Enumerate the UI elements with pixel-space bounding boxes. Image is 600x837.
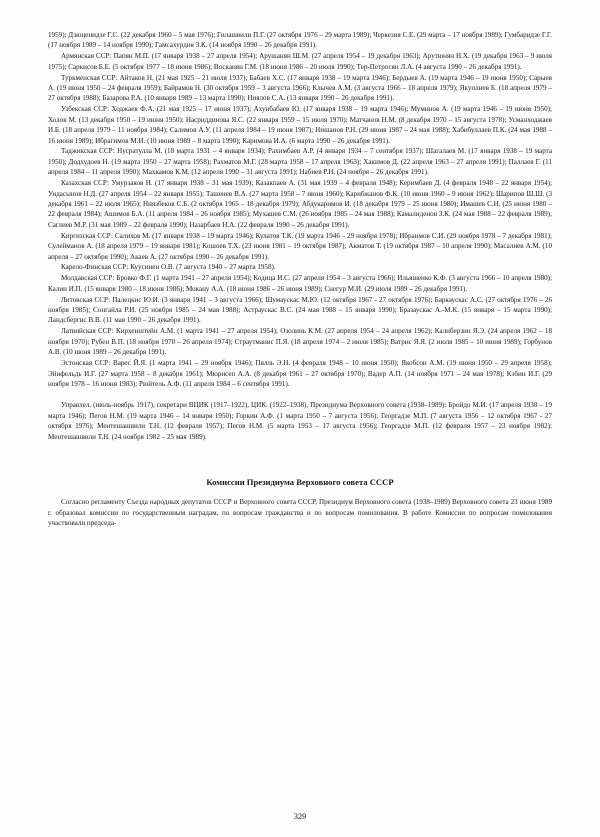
paragraph: Молдавская ССР: Бровко Ф.Г. (1 марта 1941 – 27 апреля 1954); Кодица И.С. (27 апреля 1954 – 3 августа 1966); Ильяшенко К.Ф. (3 августа 1966 – 10 апреля 1980); Калин И.П. (15 января 1980 – 18 июня 1986); Мокану А.А. (18 июня 1986 – 26 июня 1989); Снегур М.И. (29 июля 1989 – 26 декабря 1991). bbox=[48, 274, 552, 293]
spacer bbox=[48, 442, 552, 476]
paragraph: Латвийская ССР: Кирхенштейн А.М. (1 марта 1941 – 27 апреля 1954); Озолинь К.М. (27 апреля 1954 – 24 апреля 1962); Калнберзин Я.Э. (24 апреля 1962 – 18 ноября 1970); Рубен В.П. (18 ноября 1970 – 26 апреля 1974); Страутманис П.Я. (18 апреля 1974 – 2 июля 1985); Ватрис Я.Я. (2 июля 1985 – 10 июня 1989); Горбунов А.В. (10 июня 1989 – 26 декабря 1991). bbox=[48, 327, 552, 357]
spacer bbox=[48, 488, 552, 497]
paragraph: Казахская ССР: Умурзаков Н. (17 января 1938 – 31 мая 1939); Казакпаев А. (31 мая 1939 – 4 февраля 1948); Керимбаев Д. (4 февраля 1948 – 22 января 1954); Ундасынов Н.Д. (27 апреля 1954 – 22 января 1955); Ташенев В.А. (27 марта 1958 – 7 июня 1960); Карибжанов Ф.К. (10 июня 1960 – 9 июня 1962); Шарипов Ш.Ш. (3 декабря 1961 – 22 июля 1965); Ниязбеков С.Б. (2 октября 1965 – 18 декабря 1979); Абдукаримов И. (18 декабря 1979 – 25 июня 1980); Имашев С.Н. (25 июня 1980 – 22 февраля 1984); Ашимов Б.А. (11 апреля 1984 – 26 ноября 1985); Мухашев С.М. (26 ноября 1985 – 24 мая 1988); Камалиденов З.К. (24 мая 1988 – 22 февраля 1989); Саглиев М.Р. (31 мая 1989 – 22 февраля 1990); Назарбаев Н.А. (22 февраля 1990 – 26 декабря 1991). bbox=[48, 179, 552, 229]
page-content bbox=[48, 30, 552, 529]
paragraph: Согласно регламенту Съезда народных депутатов СССР и Верховного совета СССР, Президиум Верховного совета (1938–1989) Верховного совета 23 июня 1989 г. образовал комиссии по государственным наградам, по вопросам гражданства и по вопросам помилования. В работе Комиссии по вопросам помилования участвовали председа- bbox=[48, 498, 552, 528]
paragraph: Таджикская ССР: Нусратулла М. (18 марта 1931 – 4 января 1934); Рахимбаев А.Р. (4 января 1934 – 7 сентября 1937); Шагалаев М. (17 января 1938 – 19 марта 1950); Додхудоев Н. (19 марта 1950 – 27 марта 1958); Рахматов М.Г. (28 марта 1958 – 17 апреля 1963); Хакимов Д. (22 апреля 1963 – 27 апреля 1991); Паллаев Г. (11 апреля 1984 – 11 апреля 1990); Махкамов К.М. (12 апреля 1990 – 31 августа 1991); Набиев Р.Н. (24 ноября – 26 декабря 1991). bbox=[48, 147, 552, 177]
paragraph: Карело-Финская ССР: Куусинен О.В. (7 августа 1940 – 27 марта 1958). bbox=[61, 263, 276, 272]
paragraph: Литовская ССР: Палецкис Ю.И. (3 января 1941 – 3 августа 1966); Шумаускас М.Ю. (12 октября 1967 - 27 октября 1976); Баркаускас А.С. (27 октября 1976 – 26 ноября 1985); Сонгайла Р.И. (25 ноября 1985 – 24 мая 1988); Астраускас В.С. (24 мая 1988 – 15 января 1990); Бразаускас А.-М.К. (15 января – 15 марта 1990); Ландсбергис В.В. (11 мая 1990 – 26 декабря 1991). bbox=[48, 295, 552, 325]
paragraph: Эстонская ССР: Варес Й.Я. (1 марта 1941 – 29 ноября 1946); Пялль Э.Н. (4 февраля 1948 – 10 июня 1950); Якобсон А.М. (19 июня 1950 – 29 апреля 1958); Эйнфельдь И.Г. (27 марта 1958 – 8 декабря 1961); Мюрисеп А.А. (8 декабря 1961 – 27 октября 1970); Вадер А.П. (14 ноября 1971 – 24 мая 1978); Кэбин И.Г. (29 ноября 1978 – 16 июня 1983); Рюйтель А.Ф. (11 апреля 1984 – 6 сентября 1991). bbox=[48, 359, 552, 388]
paragraph: Узбекская ССР: Ходжаев Ф.А. (21 мая 1925 – 17 июня 1937); Ахунбабаев Ю. (17 января 1938 – 19 марта 1946); Муминов А. (19 марта 1946 – 19 июня 1950); Холов М. (13 декабря 1950 – 19 июня 1950); Насриддинова Я.С. (22 января 1959 – 15 июля 1970); Матчанов Н.М. (8 декабря 1970 – 15 августа 1978); Усманходжаев И.Б. (18 апреля 1979 – 11 ноября 1984); Салимов А.У. (11 апреля 1984 – 19 июня 1987); Ни́шанов Р.Н. (29 июня 1987 – 24 мая 1988); Хабибуллаев П.К. (24 мая 1988 – 16 июня 1989); Ибрагимов М.И. (10 июня 1989 – 8 марта 1990); Каримова И.А. (6 марта 1990 – 26 декабря 1991). bbox=[48, 105, 552, 145]
paragraph: Киргизская ССР: Салихов М. (17 января 1938 – 19 марта 1946); Кулатов Т.К. (19 марта 1946 – 29 ноября 1978); Ибраимов С.И. (29 ноября 1978 – 7 декабря 1981); Сулейманов А. (18 апреля 1979 – 19 января 1981); Кошоев Т.Х. (23 июня 1981 – 19 октября 1987); Акматов Т. (19 октября 1987 – 10 апреля 1990); Масалиев А.М. (10 апреля – 27 октября 1990); Акаев А. (27 октября 1990 – 26 декабря 1991). bbox=[48, 231, 552, 261]
paragraph: Армянская ССР: Папян М.П. (17 января 1938 – 27 апреля 1954); Арушанян Ш.М. (27 апреля 1954 – 19 декабря 1963); Арутюнян Н.Х. (19 декабря 1963 – 9 июля 1975); Саркисов Б.Е. (5 октября 1977 – 18 июня 1986); Восканян Г.М. (18 июня 1986 – 20 июля 1990); Тер-Петросян Л.А. (4 августа 1990 – 26 декабря 1991). bbox=[48, 52, 552, 71]
paragraph: Управлел. (июль-ноябрь 1917), секретари ВЦИК (1917–1922), ЦИК. (1922–1938), Президиума Верховного совета (1938–1989): Бройдо М.И. (17 апреля 1938 – 19 марта 1946); Пегов Н.М. (19 марта 1946 – 14 января 1950); Горкин А.Ф. (1 марта 1950 – 7 августа 1956); Георгадзе М.П. (7 августа 1956 – 12 октября 1967 - 27 октября 1976); Ментешашвили Т.Н. (12 февраля 1957); Пегов Н.М. (5 марта 1953 – 17 августа 1956); Георгадзе М.П. (12 февраля 1957 – 23 ноября 1982); Ментешашвили Т.Н. (24 ноября 1982 – 25 мая 1989). bbox=[48, 401, 552, 441]
paragraph: Туркменская ССР: Айтаков Н. (21 мая 1925 – 21 июля 1937); Бабаев Х.С. (17 января 1938 – 19 марта 1946); Бердыев А. (19 марта 1946 – 19 июня 1950); Сарыев А. (19 июня 1950 – 24 февраля 1959); Байрамов Н. (30 октября 1959 – 3 августа 1966); Клычев А.М. (3 августа 1966 – 18 апреля 1979); Якуплиев Б. (18 апреля 1979 – 27 октября 1988); Базарова Р.А. (10 января 1989 – 13 марта 1990); Ниялов С.А. (13 января 1990 – 26 декабря 1991). bbox=[48, 73, 552, 103]
page-number: 329 bbox=[293, 812, 307, 821]
administration-block bbox=[48, 400, 552, 442]
section-heading: Комиссии Президиума Верховного совета СССР bbox=[206, 477, 394, 488]
paragraph: 1959); Дзюценидзе Г.С. (22 декабря 1960 – 5 мая 1976); Гилашвили П.Г. (27 октября 1976 – 29 марта 1989); Черкезия С.Е. (29 марта – 17 ноября 1989); Гумбаридзе Г.Г. (17 ноября 1989 – 14 ноября 1990); Гамсахурдия З.К. (14 ноября 1990 – 26 декабря 1991). bbox=[48, 31, 552, 50]
